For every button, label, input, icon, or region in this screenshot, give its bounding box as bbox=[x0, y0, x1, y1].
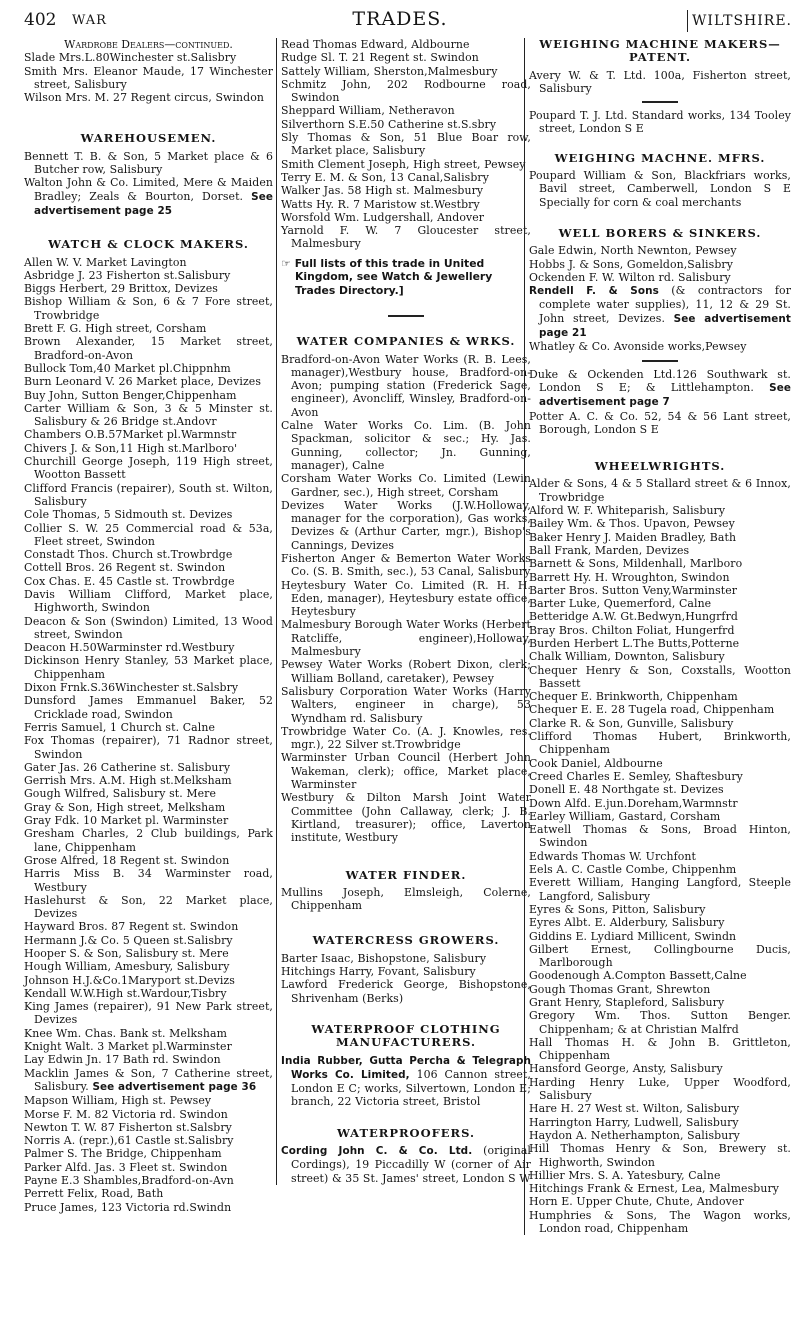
list-entry: Alder & Sons, 4 & 5 Stallard street & 6 Innox, Trowbridge bbox=[529, 477, 791, 504]
list-entry: Haydon A. Netherhampton, Salisbury bbox=[529, 1128, 740, 1142]
entry-name-bold: Rendell F. & Sons bbox=[529, 285, 659, 298]
list-entry: Newton T. W. 87 Fisherton st.Salsbry bbox=[24, 1120, 232, 1134]
list-entry: Harrington Harry, Ludwell, Salisbury bbox=[529, 1115, 739, 1129]
list-entry: Mullins Joseph, Elmsleigh, Colerne, Chippenham bbox=[281, 885, 531, 913]
column-3 bbox=[524, 38, 791, 1235]
list-entry: Hare H. 27 West st. Wilton, Salisbury bbox=[529, 1102, 740, 1116]
wardrobe-dealers-list bbox=[24, 51, 273, 104]
entry-text: Duke & Ockenden Ltd.126 Southwark st. London S E; & Littlehampton. bbox=[529, 367, 791, 394]
list-entry: Bray Bros. Chilton Foliat, Hungerfrd bbox=[529, 623, 735, 637]
list-entry: Sattely William, Sherston,Malmesbury bbox=[281, 64, 498, 78]
list-entry: Creed Charles E. Semley, Shaftesbury bbox=[529, 769, 743, 783]
list-entry: Baker Henry J. Maiden Bradley, Bath bbox=[529, 530, 737, 544]
list-entry: Norris A. (repr.),61 Castle st.Salisbry bbox=[24, 1134, 234, 1148]
list-entry: Hermann J.& Co. 5 Queen st.Salisbry bbox=[24, 933, 233, 947]
weighing-patent-list-2 bbox=[529, 109, 791, 136]
list-entry: Lawford Frederick George, Bishopstone, Shrivenham (Berks) bbox=[281, 978, 531, 1005]
list-entry: Perrett Felix, Road, Bath bbox=[24, 1187, 164, 1201]
list-entry: Giddins E. Lydiard Millicent, Swindn bbox=[529, 929, 737, 943]
list-entry: Hooper S. & Son, Salisbury st. Mere bbox=[24, 947, 229, 960]
section-heading-watch-clock-makers: WATCH & CLOCK MAKERS. bbox=[48, 237, 249, 252]
list-entry: Smith Mrs. Eleanor Maude, 17 Winchester street, Salisbury bbox=[24, 64, 273, 91]
list-entry: Gresham Charles, 2 Club buildings, Park lane, Chippenham bbox=[24, 827, 273, 854]
list-entry: Dunsford James Emmanuel Baker, 52 Cricklade road, Swindon bbox=[24, 694, 273, 721]
pointing-hand-icon: ☞ bbox=[281, 256, 291, 270]
list-entry: Sly Thomas & Son, 51 Blue Boar row, Market place, Salisbury bbox=[281, 131, 531, 158]
list-entry: Ockenden F. W. Wilton rd. Salisbury bbox=[529, 270, 731, 284]
list-entry: Davis William Clifford, Market place, Highworth, Swindon bbox=[24, 587, 273, 615]
list-entry: Gough Wilfred, Salisbury st. Mere bbox=[24, 787, 217, 801]
list-entry: Barter Isaac, Bishopstone, Salisbury bbox=[281, 951, 487, 965]
list-entry: Gregory Wm. Thos. Sutton Benger. Chippenham; & at Christian Malfrd bbox=[529, 1009, 791, 1036]
list-entry: Gater Jas. 26 Catherine st. Salisbury bbox=[24, 760, 231, 774]
list-entry: Eyres & Sons, Pitton, Salisbury bbox=[529, 902, 706, 916]
section-heading-weighing-machine-patent: WEIGHING MACHINE MAKERS—PATENT. bbox=[539, 37, 781, 65]
list-entry: Brown Alexander, 15 Market street, Bradford-on-Avon bbox=[24, 335, 273, 362]
list-entry: Chequer E. E. 28 Tugela road, Chippenham bbox=[529, 703, 775, 717]
well-borers-list bbox=[529, 244, 791, 284]
page-header bbox=[0, 6, 800, 30]
list-entry: Cook Daniel, Aldbourne bbox=[529, 756, 663, 770]
water-companies-list bbox=[281, 353, 531, 845]
list-entry: Cottell Bros. 26 Regent st. Swindon bbox=[24, 561, 226, 575]
list-entry: Fisherton Anger & Bemerton Water Works Co. (S. B. Smith, sec.), 53 Canal, Salisbury bbox=[281, 552, 531, 579]
entry-text: Macklin James & Son, 7 Catherine street, Salisbury. bbox=[24, 1066, 273, 1093]
list-entry: Burn Leonard V. 26 Market place, Devizes bbox=[24, 375, 262, 389]
list-entry: Hitchings Harry, Fovant, Salisbury bbox=[281, 965, 476, 979]
list-entry: Worsfold Wm. Ludgershall, Andover bbox=[281, 210, 485, 224]
list-entry: Barter Luke, Quemerford, Calne bbox=[529, 597, 712, 611]
list-entry: Clifford Thomas Hubert, Brinkworth, Chippenham bbox=[529, 730, 791, 757]
watch-makers-list-2 bbox=[24, 1094, 273, 1214]
list-entry: Rudge Sl. T. 21 Regent st. Swindon bbox=[281, 51, 479, 65]
cross-reference-note bbox=[281, 257, 531, 298]
list-entry: Devizes Water Works (J.W.Holloway, manager for the corporation), Gas works, Devizes & (Arthur Carter, mgr.), Bishop's Cannings, Devizes bbox=[281, 498, 531, 552]
list-entry: Betteridge A.W. Gt.Bedwyn,Hungrfrd bbox=[529, 610, 738, 624]
list-entry: Potter A. C. & Co. 52, 54 & 56 Lant street, Borough, London S E bbox=[529, 409, 791, 436]
list-entry: Kendall W.W.High st.Wardour,Tisbry bbox=[24, 986, 227, 1000]
list-entry: Hitchings Frank & Ernest, Lea, Malmesbury bbox=[529, 1182, 780, 1196]
list-entry: Smith Clement Joseph, High street, Pewsey bbox=[281, 157, 526, 171]
list-entry: Constadt Thos. Church st.Trowbrdge bbox=[24, 548, 233, 562]
guide-word: WAR bbox=[72, 13, 107, 28]
list-entry: Hough William, Amesbury, Salisbury bbox=[24, 960, 230, 974]
weighing-mfrs-list bbox=[529, 169, 791, 209]
list-entry: Ferris Samuel, 1 Church st. Calne bbox=[24, 720, 215, 734]
list-entry bbox=[281, 1054, 531, 1109]
list-entry: Ball Frank, Marden, Devizes bbox=[529, 543, 690, 557]
list-entry: Bennett T. B. & Son, 5 Market place & 6 Butcher row, Salisbury bbox=[24, 149, 273, 177]
list-entry: Chambers O.B.57Market pl.Warmnstr bbox=[24, 428, 237, 442]
entry-name-bold: India Rubber, Gutta Percha & Telegraph Works Co. Limited, bbox=[281, 1054, 531, 1081]
entry-text: 106 Cannon street, London E C; works, Silvertown, London E; branch, 22 Victoria street, Bristol bbox=[291, 1067, 531, 1109]
list-entry: Hansford George, Ansty, Salisbury bbox=[529, 1062, 723, 1076]
list-entry: Chivers J. & Son,11 High st.Marlboro' bbox=[24, 441, 238, 455]
list-entry: Salisbury Corporation Water Works (Harry Walters, engineer in charge), 53 Wyndham rd. Salisbury bbox=[281, 684, 531, 725]
list-entry: Avery W. & T. Ltd. 100a, Fisherton street, Salisbury bbox=[529, 68, 791, 95]
list-entry: Hall Thomas H. & John B. Grittleton, Chippenham bbox=[529, 1035, 791, 1063]
list-entry: Schmitz John, 202 Rodbourne road, Swindon bbox=[281, 77, 531, 105]
section-heading-warehousemen: WAREHOUSEMEN. bbox=[80, 131, 217, 146]
list-entry: Buy John, Sutton Benger,Chippenham bbox=[24, 388, 237, 402]
entry-text: (& contractors for complete water supplies), 11, 12 & 29 St. John street, Devizes. bbox=[539, 284, 791, 325]
column-1 bbox=[24, 38, 273, 1214]
list-entry: Watts Hy. R. 7 Maristow st.Westbry bbox=[281, 197, 480, 211]
list-entry: Chequer Henry & Son, Coxstalls, Wootton Bassett bbox=[529, 663, 791, 690]
list-entry: Chequer E. Brinkworth, Chippenham bbox=[529, 690, 738, 704]
list-entry: Clarke R. & Son, Gunville, Salisbury bbox=[529, 716, 734, 730]
list-entry: Johnson H.J.&Co.1Maryport st.Devizs bbox=[24, 973, 235, 987]
column-2 bbox=[276, 38, 531, 1185]
list-entry: Pewsey Water Works (Robert Dixon, clerk; William Bolland, caretaker), Pewsey bbox=[281, 658, 531, 685]
section-heading-waterproofers: WATERPROOFERS. bbox=[337, 1125, 475, 1140]
advertisement-reference: See advertisement page 7 bbox=[539, 381, 791, 409]
list-entry: Cox Chas. E. 45 Castle st. Trowbrdge bbox=[24, 574, 235, 588]
list-entry: Horn E. Upper Chute, Chute, Andover bbox=[529, 1195, 744, 1209]
list-entry: Deacon H.50Warminster rd.Westbury bbox=[24, 641, 235, 655]
section-heading-water-companies: WATER COMPANIES & WRKS. bbox=[296, 334, 516, 349]
well-borers-list-3 bbox=[529, 410, 791, 437]
list-entry: Eyres Albt. E. Alderbury, Salisbury bbox=[529, 916, 725, 930]
list-entry: Biggs Herbert, 29 Brittox, Devizes bbox=[24, 282, 218, 296]
page-number: 402 bbox=[24, 10, 57, 30]
list-entry: Alford W. F. Whiteparish, Salisbury bbox=[529, 504, 726, 518]
list-entry: Bishop William & Son, 6 & 7 Fore street, Trowbridge bbox=[24, 295, 273, 322]
list-entry: Dixon Frnk.S.36Winchester st.Salsbry bbox=[24, 681, 239, 695]
list-entry: Sheppard William, Netheravon bbox=[281, 104, 455, 118]
list-entry: Allen W. V. Market Lavington bbox=[24, 255, 187, 269]
list-entry: Heytesbury Water Co. Limited (R. H. H. Eden, manager), Heytesbury estate office, Heytesbury bbox=[281, 578, 531, 619]
list-entry: Gough Thomas Grant, Shrewton bbox=[529, 982, 711, 996]
list-entry: Gray Fdk. 10 Market pl. Warminster bbox=[24, 814, 229, 828]
watercress-list bbox=[281, 952, 531, 1005]
note-text: Full lists of this trade in United Kingdom, see Watch & Jewellery Trades Directory.] bbox=[294, 256, 493, 297]
section-heading-waterproof-clothing: WATERPROOF CLOTHING MANUFACTURERS. bbox=[311, 1021, 501, 1050]
list-entry: Wilson Mrs. M. 27 Regent circus, Swindon bbox=[24, 91, 265, 105]
list-entry bbox=[529, 368, 791, 410]
list-entry: Gray & Son, High street, Melksham bbox=[24, 800, 226, 814]
section-heading-watercress-growers: WATERCRESS GROWERS. bbox=[312, 933, 500, 948]
list-entry: Terry E. M. & Son, 13 Canal,Salisbry bbox=[281, 170, 489, 184]
list-entry: Bradford-on-Avon Water Works (R. B. Lees, manager),Westbury house, Bradford-on-Avon; pumping station (Frederick Sage, engineer), Avoncliff, Winsley, Bradford-on-Avon bbox=[281, 352, 531, 419]
list-entry: Grant Henry, Stapleford, Salisbury bbox=[529, 996, 725, 1009]
list-entry: Grose Alfred, 18 Regent st. Swindon bbox=[24, 853, 230, 867]
list-entry: Knight Walt. 3 Market pl.Warminster bbox=[24, 1040, 232, 1054]
list-entry: Corsham Water Works Co. Limited (Lewin Gardner, sec.), High street, Corsham bbox=[281, 472, 531, 499]
list-entry: Haslehurst & Son, 22 Market place, Devizes bbox=[24, 893, 273, 921]
entry-text: (original Cordings), 19 Piccadilly W (corner of Air street) & 35 St. James' street, London S W bbox=[291, 1143, 531, 1185]
list-entry: Lay Edwin Jn. 17 Bath rd. Swindon bbox=[24, 1053, 221, 1067]
list-entry: Humphries & Sons, The Wagon works, London road, Chippenham bbox=[529, 1208, 791, 1236]
list-entry: Payne E.3 Shambles,Bradford-on-Avn bbox=[24, 1174, 234, 1188]
list-entry: Poupard William & Son, Blackfriars works, Bavil street, Camberwell, London S E Specially for corn & coal merchants bbox=[529, 169, 791, 209]
section-heading-weighing-machine-mfrs: WEIGHING MACHNE. MFRS. bbox=[554, 150, 766, 165]
list-entry: Hayward Bros. 87 Regent st. Swindon bbox=[24, 920, 239, 934]
list-entry: Calne Water Works Co. Lim. (B. John Spackman, solicitor & sec.; Hy. Jas. Gunning, collector; Jn. Gunning, manager), Calne bbox=[281, 419, 531, 472]
well-borers-list-2 bbox=[529, 340, 791, 353]
list-entry: Burden Herbert L.The Butts,Potterne bbox=[529, 636, 740, 650]
list-entry: Harding Henry Luke, Upper Woodford, Salisbury bbox=[529, 1075, 791, 1103]
list-entry: Mapson William, High st. Pewsey bbox=[24, 1094, 212, 1108]
list-entry: Knee Wm. Chas. Bank st. Melksham bbox=[24, 1026, 228, 1040]
list-entry: Earley William, Gastard, Corsham bbox=[529, 809, 721, 823]
list-entry: Bailey Wm. & Thos. Upavon, Pewsey bbox=[529, 517, 735, 531]
list-entry: Parker Alfd. Jas. 3 Fleet st. Swindon bbox=[24, 1160, 228, 1174]
list-entry: Chalk William, Downton, Salisbury bbox=[529, 650, 725, 664]
list-entry: King James (repairer), 91 New Park street, Devizes bbox=[24, 1000, 273, 1027]
list-entry: Pruce James, 123 Victoria rd.Swindn bbox=[24, 1200, 232, 1214]
list-entry: Barnett & Sons, Mildenhall, Marlboro bbox=[529, 557, 743, 571]
list-entry: Hill Thomas Henry & Son, Brewery st. Highworth, Swindon bbox=[529, 1142, 791, 1169]
list-entry: Cole Thomas, 5 Sidmouth st. Devizes bbox=[24, 508, 233, 522]
water-finder-list bbox=[281, 886, 531, 913]
list-entry: Trowbridge Water Co. (A. J. Knowles, res. mgr.), 22 Silver st.Trowbridge bbox=[281, 724, 531, 752]
section-heading-well-borers: WELL BORERS & SINKERS. bbox=[558, 225, 762, 240]
entry-text: Walton John & Co. Limited, Mere & Maiden Bradley; Zeals & Bourton, Dorset. bbox=[24, 176, 273, 203]
list-entry: Bullock Tom,40 Market pl.Chippnhm bbox=[24, 361, 231, 375]
advertisement-reference: See advertisement page 36 bbox=[92, 1080, 257, 1093]
list-entry: Palmer S. The Bridge, Chippenham bbox=[24, 1147, 222, 1161]
list-entry: Malmesbury Borough Water Works (Herbert Ratcliffe, engineer),Holloway, Malmesbury bbox=[281, 618, 531, 659]
list-entry: Goodenough A.Compton Bassett,Calne bbox=[529, 969, 747, 983]
list-entry: Deacon & Son (Swindon) Limited, 13 Wood street, Swindon bbox=[24, 614, 273, 641]
list-entry: Read Thomas Edward, Aldbourne bbox=[281, 38, 470, 51]
list-entry: Asbridge J. 23 Fisherton st.Salisbury bbox=[24, 268, 231, 282]
divider bbox=[388, 315, 424, 317]
list-entry: Dickinson Henry Stanley, 53 Market place, Chippenham bbox=[24, 654, 273, 681]
list-entry: Westbury & Dilton Marsh Joint Water Committee (John Callaway, clerk; J. B. Kirtland, treasurer); office, Laverton institute, Westbury bbox=[281, 791, 531, 845]
list-entry: Collier S. W. 25 Commercial road & 53a, Fleet street, Swindon bbox=[24, 521, 273, 548]
list-entry: Gerrish Mrs. A.M. High st.Melksham bbox=[24, 774, 232, 788]
list-entry: Barrett Hy. H. Wroughton, Swindon bbox=[529, 570, 730, 584]
list-entry bbox=[24, 176, 273, 218]
list-entry: Hillier Mrs. S. A. Yatesbury, Calne bbox=[529, 1168, 721, 1182]
list-entry: Churchill George Joseph, 119 High street, Wootton Bassett bbox=[24, 455, 273, 482]
divider bbox=[642, 101, 678, 103]
page-title: TRADES. bbox=[352, 8, 448, 30]
list-entry: Gale Edwin, North Newnton, Pewsey bbox=[529, 244, 737, 258]
list-entry: Carter William & Son, 3 & 5 Minster st. Salisbury & 26 Bridge st.Andovr bbox=[24, 401, 273, 429]
divider bbox=[642, 360, 678, 362]
list-entry: Gilbert Ernest, Collingbourne Ducis, Marlborough bbox=[529, 942, 791, 970]
list-entry: Harris Miss B. 34 Warminster road, Westbury bbox=[24, 867, 273, 894]
list-entry: Silverthorn S.E.50 Catherine st.S.sbry bbox=[281, 117, 497, 131]
list-entry bbox=[281, 1144, 531, 1185]
list-entry: Yarnold F. W. 7 Gloucester street, Malmesbury bbox=[281, 224, 531, 251]
section-heading-wheelwrights: WHEELWRIGHTS. bbox=[594, 459, 726, 474]
watch-makers-list bbox=[24, 256, 273, 1067]
list-entry: Walker Jas. 58 High st. Malmesbury bbox=[281, 184, 484, 198]
list-entry: Morse F. M. 82 Victoria rd. Swindon bbox=[24, 1107, 228, 1121]
advertisement-reference: See advertisement page 21 bbox=[539, 312, 791, 340]
list-entry: Fox Thomas (repairer), 71 Radnor street, Swindon bbox=[24, 734, 273, 761]
list-entry: Poupard T. J. Ltd. Standard works, 134 Tooley street, London S E bbox=[529, 109, 791, 136]
list-entry: Brett F. G. High street, Corsham bbox=[24, 322, 207, 336]
list-entry: Barter Bros. Sutton Veny,Warminster bbox=[529, 583, 738, 597]
continued-heading: Wardrobe Dealers—continued. bbox=[64, 38, 233, 51]
list-entry: Edwards Thomas W. Urchfont bbox=[529, 849, 696, 863]
list-entry: Eatwell Thomas & Sons, Broad Hinton, Swindon bbox=[529, 823, 791, 850]
list-entry: Hobbs J. & Sons, Gomeldon,Salisbry bbox=[529, 257, 733, 271]
warehousemen-list bbox=[24, 150, 273, 177]
wheelwrights-list bbox=[529, 477, 791, 1235]
watch-makers-continued-list bbox=[281, 38, 531, 251]
list-entry: Donell E. 48 Northgate st. Devizes bbox=[529, 783, 724, 797]
entry-name-bold: Cording John C. & Co. Ltd. bbox=[281, 1144, 473, 1157]
list-entry: Slade Mrs.L.80Winchester st.Salisbry bbox=[24, 51, 237, 65]
list-entry: Eels A. C. Castle Combe, Chippenhm bbox=[529, 863, 737, 877]
list-entry bbox=[529, 284, 791, 340]
list-entry: Everett William, Hanging Langford, Steeple Langford, Salisbury bbox=[529, 876, 791, 903]
list-entry: Warminster Urban Council (Herbert John Wakeman, clerk); office, Market place, Warminster bbox=[281, 751, 531, 792]
advertisement-reference: See advertisement page 25 bbox=[34, 190, 274, 217]
list-entry: Whatley & Co. Avonside works,Pewsey bbox=[529, 340, 747, 354]
section-heading-water-finder: WATER FINDER. bbox=[345, 867, 467, 882]
weighing-patent-list bbox=[529, 69, 791, 96]
list-entry bbox=[24, 1067, 273, 1095]
list-entry: Clifford Francis (repairer), South st. Wilton, Salisbury bbox=[24, 481, 273, 508]
county-label: WILTSHIRE. bbox=[687, 10, 792, 32]
list-entry: Down Alfd. E.jun.Doreham,Warmnstr bbox=[529, 796, 738, 810]
